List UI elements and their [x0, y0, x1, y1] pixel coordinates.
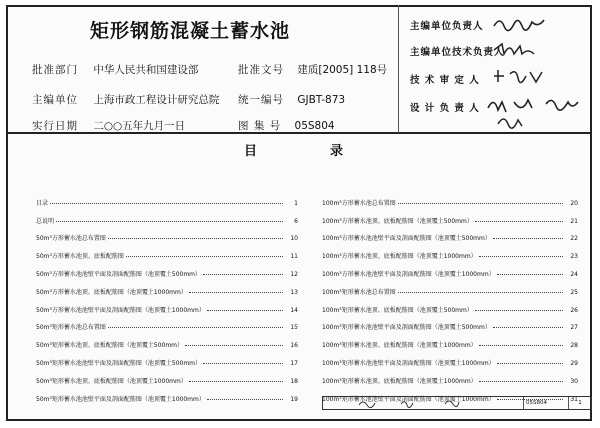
leader-dots: [493, 238, 563, 239]
signature-designers: [484, 94, 594, 130]
toc-entry-page: 27: [570, 324, 578, 332]
toc-entry-page: 12: [290, 270, 298, 278]
unified-no-label: 统一编号: [238, 94, 284, 106]
toc-entry-text: 100m³矩形蓄水池池壁平面及剖面配筋图（池顶覆土500mm）: [322, 324, 491, 332]
toc-entry-page: 29: [570, 359, 578, 367]
toc-entry-text: 50m³矩形蓄水池池壁平面及剖面配筋图（池顶覆土500mm）: [36, 359, 202, 367]
approval-doc-value: 建质[2005] 118号: [297, 64, 388, 76]
toc-entry[interactable]: [36, 242, 298, 260]
leader-dots: [497, 274, 563, 275]
leader-dots: [493, 327, 563, 328]
toc-entry-page: 14: [290, 306, 298, 314]
leader-dots: [398, 292, 563, 293]
toc-entry[interactable]: [322, 314, 578, 332]
toc-entry[interactable]: [36, 385, 298, 403]
effective-date-label: 实行日期: [32, 120, 78, 132]
approver-dept-label: 批准部门: [32, 64, 78, 76]
atlas-no-value: 05S804: [294, 120, 335, 132]
toc-entry-text: 50m³方形蓄水池顶、底板配筋图（池顶覆土1000mm）: [36, 288, 187, 296]
toc-title-char-1: 目: [244, 144, 258, 159]
toc-entry-text: 100m³方形蓄水池池壁平面及剖面配筋图（池顶覆土1000mm）: [322, 270, 495, 278]
toc-entry-page: 30: [570, 377, 578, 385]
toc-entry-text: 50m³方形蓄水池总布置图: [36, 235, 106, 243]
toc-left-column: [36, 189, 298, 403]
leader-dots: [189, 381, 283, 382]
toc-entry-text: 目录: [36, 199, 49, 207]
toc-entry[interactable]: [322, 189, 578, 207]
toc-entry[interactable]: [322, 225, 578, 243]
editor-unit-row: [32, 92, 219, 107]
leader-dots: [475, 310, 563, 311]
signature-reviewer: [490, 66, 550, 86]
toc-entry-text: 100m³方形蓄水池顶、底板配筋图（池顶覆土1000mm）: [322, 253, 477, 261]
toc-entry-text: 100m³矩形蓄水池总布置图: [322, 288, 396, 296]
signature-chief-unit: [490, 12, 550, 34]
toc-entry-page: 20: [570, 199, 578, 207]
leader-dots: [479, 345, 563, 346]
toc-entry[interactable]: [322, 278, 578, 296]
leader-dots: [479, 256, 563, 257]
toc-entry-text: 50m³矩形蓄水池顶、底板配筋图（池顶覆土1000mm）: [36, 377, 187, 385]
toc-entry-page: 25: [570, 288, 578, 296]
atlas-no-label: 图 集 号: [238, 120, 282, 132]
toc-entry-text: 100m³方形蓄水池池壁平面及剖面配筋图（池顶覆土500mm）: [322, 235, 491, 243]
approver-dept-value: 中华人民共和国建设部: [93, 64, 199, 76]
leader-dots: [108, 327, 283, 328]
title-block-signatures: [323, 397, 524, 409]
toc-entry[interactable]: [36, 278, 298, 296]
toc-entry[interactable]: [36, 189, 298, 207]
toc-entry-page: 15: [290, 324, 298, 332]
leader-dots: [497, 363, 563, 364]
leader-dots: [398, 203, 563, 204]
toc-entry-page: 31: [570, 395, 578, 403]
toc-entry-text: 100m³矩形蓄水池池壁平面及剖面配筋图（池顶覆土1000mm）: [322, 359, 495, 367]
chief-unit-label: 主编单位负责人: [410, 21, 484, 32]
leader-dots: [207, 399, 283, 400]
effective-date-value: 二○○五年九月一日: [93, 120, 186, 132]
toc-entry-page: 28: [570, 342, 578, 350]
toc-right-column: [322, 189, 578, 403]
leader-dots: [50, 203, 283, 204]
header-vertical-divider: [398, 5, 399, 133]
leader-dots: [108, 238, 283, 239]
toc-entry[interactable]: [322, 296, 578, 314]
toc-entry[interactable]: [36, 331, 298, 349]
title-block-signature-strokes: [325, 398, 475, 408]
leader-dots: [479, 381, 563, 382]
toc-entry-page: 22: [570, 235, 578, 243]
toc-entry-text: 100m³矩形蓄水池顶、底板配筋图（池顶覆土1000mm）: [322, 377, 477, 385]
toc-entry-page: 6: [294, 217, 298, 225]
signature-chief-tech: [490, 38, 540, 58]
toc-entry-page: 17: [290, 359, 298, 367]
toc-entry[interactable]: [322, 242, 578, 260]
toc-entry-text: 50m³方形蓄水池池壁平面及剖面配筋图（池顶覆土500mm）: [36, 270, 202, 278]
leader-dots: [203, 363, 283, 364]
editor-unit-value: 上海市政工程设计研究总院: [93, 94, 220, 106]
toc-entry-page: 21: [570, 217, 578, 225]
reviewer-label: 技 术 审 定 人: [410, 75, 480, 86]
toc-entry-text: 100m³矩形蓄水池池壁平面及剖面配筋图（池顶覆土1000mm）: [322, 395, 495, 403]
toc-entry[interactable]: [322, 331, 578, 349]
title-block: [322, 396, 592, 410]
toc-entry[interactable]: [322, 349, 578, 367]
toc-entry[interactable]: [36, 314, 298, 332]
leader-dots: [475, 221, 563, 222]
designer-label: 设 计 负 责 人: [410, 103, 480, 114]
toc-entry-page: 26: [570, 306, 578, 314]
toc-entry-page: 13: [290, 288, 298, 296]
unified-no-row: [238, 92, 345, 107]
toc-entry-page: 24: [570, 270, 578, 278]
leader-dots: [203, 274, 283, 275]
approval-doc-row: [238, 62, 387, 77]
toc-entry-page: 11: [290, 253, 298, 261]
approver-dept-row: [32, 62, 198, 77]
atlas-no-row: [238, 118, 335, 133]
toc-entry[interactable]: [36, 207, 298, 225]
leader-dots: [185, 345, 283, 346]
unified-no-value: GJBT-873: [297, 94, 346, 106]
toc-entry-page: 18: [290, 377, 298, 385]
toc-entry-text: 50m³方形蓄水池池壁平面及剖面配筋图（池顶覆土1000mm）: [36, 306, 205, 314]
toc-entry[interactable]: [36, 367, 298, 385]
toc-entry-page: 19: [290, 395, 298, 403]
toc-entry-page: 1: [294, 199, 298, 207]
effective-date-row: [32, 118, 185, 133]
toc-entry-page: 23: [570, 253, 578, 261]
toc-entry[interactable]: [36, 349, 298, 367]
toc-entry-page: 16: [290, 342, 298, 350]
approval-doc-label: 批准文号: [238, 64, 284, 76]
toc-entry[interactable]: [36, 296, 298, 314]
toc-entry-text: 100m³矩形蓄水池顶、底板配筋图（池顶覆土1000mm）: [322, 342, 477, 350]
toc-entry-text: 100m³矩形蓄水池顶、底板配筋图（池顶覆土500mm）: [322, 306, 473, 314]
toc-entry[interactable]: [36, 225, 298, 243]
toc-entry[interactable]: [322, 260, 578, 278]
leader-dots: [207, 310, 283, 311]
toc-title-char-2: 录: [330, 144, 344, 159]
toc-entry-text: 总说明: [36, 217, 55, 225]
toc-entry-text: 100m³方形蓄水池总布置图: [322, 199, 396, 207]
toc-entry[interactable]: [36, 260, 298, 278]
toc-entry-text: 100m³方形蓄水池顶、底板配筋图（池顶覆土500mm）: [322, 217, 473, 225]
toc-entry-page: 10: [290, 235, 298, 243]
chief-tech-label: 主编单位技术负责人: [410, 47, 505, 58]
toc-entry-text: 50m³矩形蓄水池总布置图: [36, 324, 106, 332]
toc-entry-text: 50m³方形蓄水池顶、底板配筋图: [36, 253, 124, 261]
leader-dots: [56, 221, 283, 222]
toc-entry-text: 50m³矩形蓄水池池壁平面及剖面配筋图（池顶覆土1000mm）: [36, 395, 205, 403]
editor-unit-label: 主编单位: [32, 94, 78, 106]
title-block-page: 1: [578, 400, 582, 406]
toc-entry[interactable]: [322, 367, 578, 385]
toc-entry[interactable]: [322, 207, 578, 225]
toc-entry-text: 50m³矩形蓄水池顶、底板配筋图（池顶覆土500mm）: [36, 342, 184, 350]
atlas-title: 矩形钢筋混凝土蓄水池: [90, 20, 291, 42]
leader-dots: [189, 292, 283, 293]
title-block-atlas-no: 05S804: [524, 397, 569, 409]
leader-dots: [126, 256, 283, 257]
